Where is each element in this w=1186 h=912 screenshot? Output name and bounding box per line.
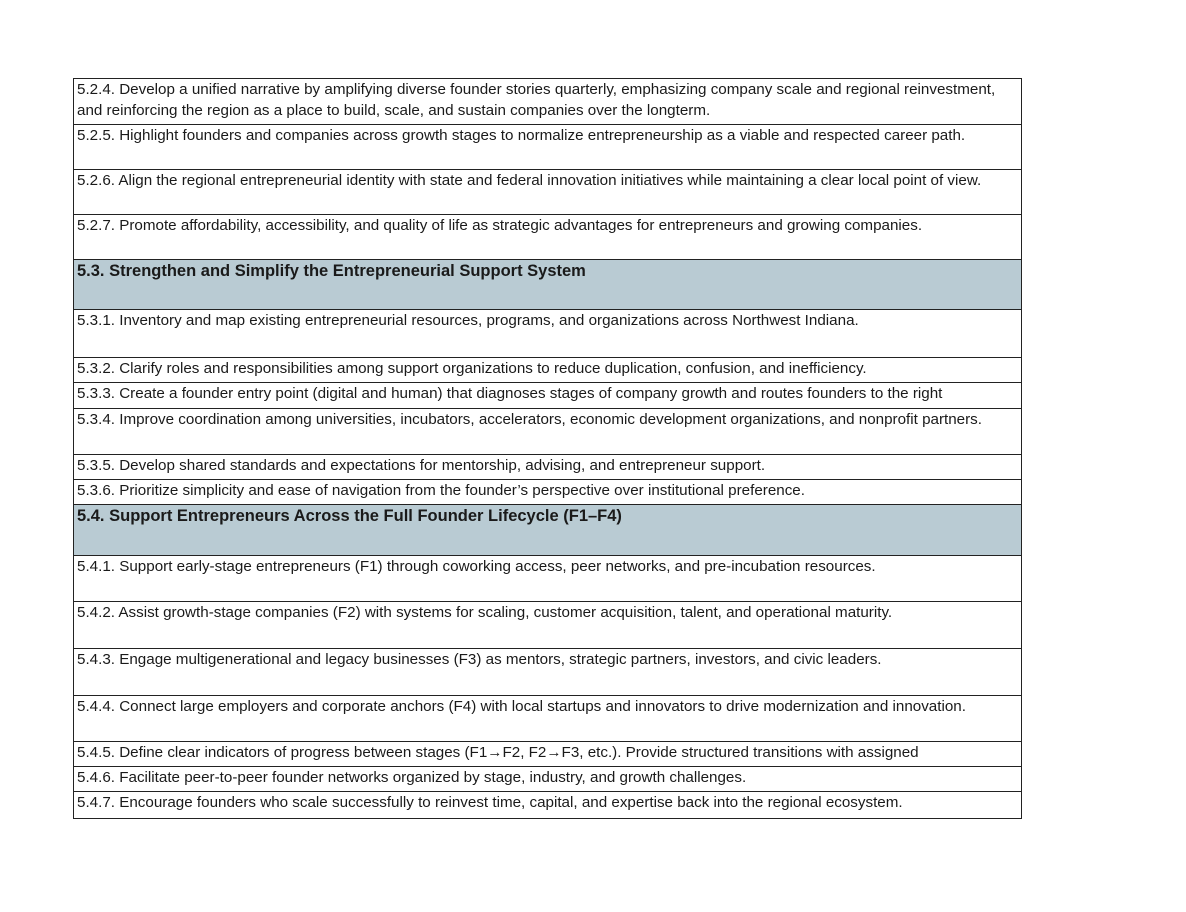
- section-heading: [74, 505, 1022, 556]
- table-cell: [74, 409, 1022, 455]
- row-text: 5.3.5. Develop shared standards and expectations for mentorship, advising, and entrepreneur support.: [77, 457, 766, 474]
- table-row: [74, 358, 1022, 383]
- table-row: [74, 455, 1022, 480]
- row-text: 5.3.1. Inventory and map existing entrepreneurial resources, programs, and organizations across Northwest Indiana.: [77, 312, 859, 329]
- table-cell: [74, 310, 1022, 358]
- row-text: 5.4.4. Connect large employers and corporate anchors (F4) with local startups and innovators to drive modernization and innovation.: [77, 698, 966, 715]
- table-cell: [74, 602, 1022, 649]
- row-text: 5.2.6. Align the regional entrepreneurial identity with state and federal innovation initiatives while maintaining a clear local point of view.: [77, 172, 982, 189]
- table-cell: [74, 125, 1022, 170]
- table-cell: [74, 383, 1022, 409]
- table-row: [74, 767, 1022, 792]
- table-cell: [74, 649, 1022, 696]
- table-cell: [74, 170, 1022, 215]
- row-text: 5.4.7. Encourage founders who scale successfully to reinvest time, capital, and expertise back into the regional ecosystem.: [77, 794, 903, 811]
- section-heading: [74, 260, 1022, 310]
- table-row: [74, 383, 1022, 409]
- table-row: [74, 79, 1022, 125]
- table-cell: [74, 742, 1022, 767]
- table-cell: [74, 556, 1022, 602]
- row-text: 5.2.5. Highlight founders and companies across growth stages to normalize entrepreneurship as a viable and respected career path.: [77, 127, 966, 144]
- section-title: 5.3. Strengthen and Simplify the Entrepreneurial Support System: [77, 262, 586, 280]
- table-row: [74, 125, 1022, 170]
- table-row: [74, 696, 1022, 742]
- table-row: [74, 556, 1022, 602]
- row-text: 5.4.3. Engage multigenerational and legacy businesses (F3) as mentors, strategic partners, investors, and civic leaders.: [77, 651, 882, 668]
- row-text: 5.2.4. Develop a unified narrative by amplifying diverse founder stories quarterly, emphasizing company scale and regional reinvestment, and reinforcing the region as a place to build, scale, and sustain companies over the longterm.: [77, 81, 996, 119]
- row-text: 5.4.6. Facilitate peer-to-peer founder networks organized by stage, industry, and growth challenges.: [77, 769, 747, 786]
- section-header-row: [74, 260, 1022, 310]
- row-text: 5.3.6. Prioritize simplicity and ease of navigation from the founder’s perspective over institutional preference.: [77, 482, 805, 499]
- table-row: [74, 649, 1022, 696]
- row-text: 5.4.5. Define clear indicators of progress between stages (F1→F2, F2→F3, etc.). Provide structured transitions with assigned: [77, 744, 919, 761]
- row-text: 5.4.1. Support early-stage entrepreneurs (F1) through coworking access, peer networks, and pre-incubation resources.: [77, 558, 876, 575]
- row-text: 5.4.2. Assist growth-stage companies (F2) with systems for scaling, customer acquisition, talent, and operational maturity.: [77, 604, 893, 621]
- row-text: 5.3.3. Create a founder entry point (digital and human) that diagnoses stages of company growth and routes founders to the right: [77, 385, 943, 402]
- table-row: [74, 215, 1022, 260]
- table-cell: [74, 455, 1022, 480]
- row-text: 5.3.2. Clarify roles and responsibilities among support organizations to reduce duplication, confusion, and inefficiency.: [77, 360, 867, 377]
- table-row: [74, 602, 1022, 649]
- section-title: 5.4. Support Entrepreneurs Across the Full Founder Lifecycle (F1–F4): [77, 507, 622, 525]
- strategy-table: [73, 78, 1022, 819]
- table-cell: [74, 79, 1022, 125]
- table-cell: [74, 480, 1022, 505]
- table-cell: [74, 696, 1022, 742]
- table-row: [74, 480, 1022, 505]
- row-text: 5.2.7. Promote affordability, accessibility, and quality of life as strategic advantages for entrepreneurs and growing companies.: [77, 217, 923, 234]
- section-header-row: [74, 505, 1022, 556]
- table-cell: [74, 767, 1022, 792]
- table-cell: [74, 215, 1022, 260]
- table-row: [74, 170, 1022, 215]
- table-cell: [74, 358, 1022, 383]
- table-row: [74, 409, 1022, 455]
- table-row: [74, 792, 1022, 819]
- table-row: [74, 310, 1022, 358]
- row-text: 5.3.4. Improve coordination among universities, incubators, accelerators, economic development organizations, and nonprofit partners.: [77, 411, 982, 428]
- table-row: [74, 742, 1022, 767]
- table-cell: [74, 792, 1022, 819]
